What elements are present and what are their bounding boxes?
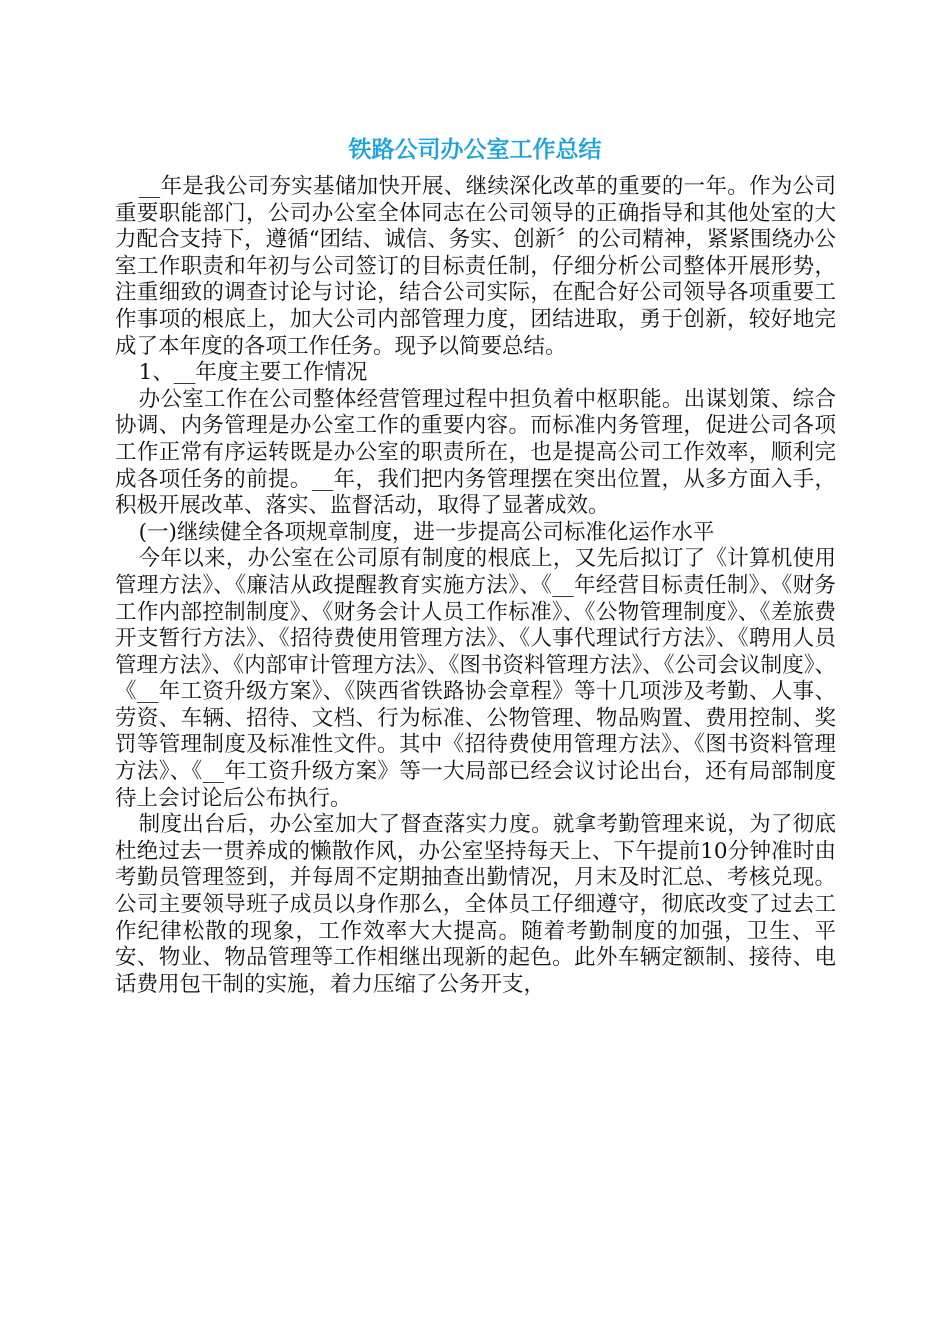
section-heading: 1、__年度主要工作情况 [138, 360, 368, 386]
paragraph-office-role: 办公室工作在公司整体经营管理过程中担负着中枢职能。出谋划策、综合协调、内务管理是办公室工作的重要内容。而标准内务管理，促进公司各项工作正常有序运转既是办公室的职责所在，也是提高公司工作效率，顺利完成各项任务的前提。__年，我们把内务管理摆在突出位置，从多方面入手，积极开展改革、落实、监督活动，取得了显著成效。 [115, 386, 836, 519]
subsection-heading: (一)继续健全各项规章制度，进一步提高公司标准化运作水平 [138, 519, 715, 545]
paragraph-regulations: 今年以来，办公室在公司原有制度的根底上，又先后拟订了《计算机使用管理方法》、《廉洁从政提醒教育实施方法》、《__年经营目标责任制》、《财务工作内部控制制度》、《财务会计人员工作标准》、《公物管理制度》、《差旅费开支暂行方法》、《招待费使用管理方法》、《人事代理试行方法》、《聘用人员管理方法》、《内部审计管理方法》、《图书资料管理方法》、《公司会议制度》、《__年工资升级方案》、《陕西省铁路协会章程》等十几项涉及考勤、人事、劳资、车辆、招待、文档、行为标准、公物管理、物品购置、费用控制、奖罚等管理制度及标准性文件。其中《招待费使用管理方法》、《图书资料管理方法》、《__年工资升级方案》等一大局部已经会议讨论出台，还有局部制度待上会讨论后公布执行。 [115, 546, 836, 811]
paragraph-enforcement: 制度出台后，办公室加大了督查落实力度。就拿考勤管理来说，为了彻底杜绝过去一贯养成的懒散作风，办公室坚持每天上、下午提前10分钟准时由考勤员管理签到，并每周不定期抽查出勤情况，月末及时汇总、考核兑现。公司主要领导班子成员以身作那么，全体员工仔细遵守，彻底改变了过去工作纪律松散的现象，工作效率大大提高。随着考勤制度的加强，卫生、平安、物业、物品管理等工作相继出现新的起色。此外车辆定额制、接待、电话费用包干制的实施，着力压缩了公务开支， [115, 812, 836, 997]
document-body [115, 174, 836, 998]
paragraph-intro: __年是我公司夯实基储加快开展、继续深化改革的重要的一年。作为公司重要职能部门，公司办公室全体同志在公司领导的正确指导和其他处室的大力配合支持下，遵循“团结、诚信、务实、创新〞的公司精神，紧紧围绕办公室工作职责和年初与公司签订的目标责任制，仔细分析公司整体开展形势，注重细致的调查讨论与讨论，结合公司实际，在配合好公司领导各项重要工作事项的根底上，加大公司内部管理力度，团结进取，勇于创新，较好地完成了本年度的各项工作任务。现予以简要总结。 [115, 174, 836, 359]
document-title: 铁路公司办公室工作总结 [348, 137, 602, 163]
